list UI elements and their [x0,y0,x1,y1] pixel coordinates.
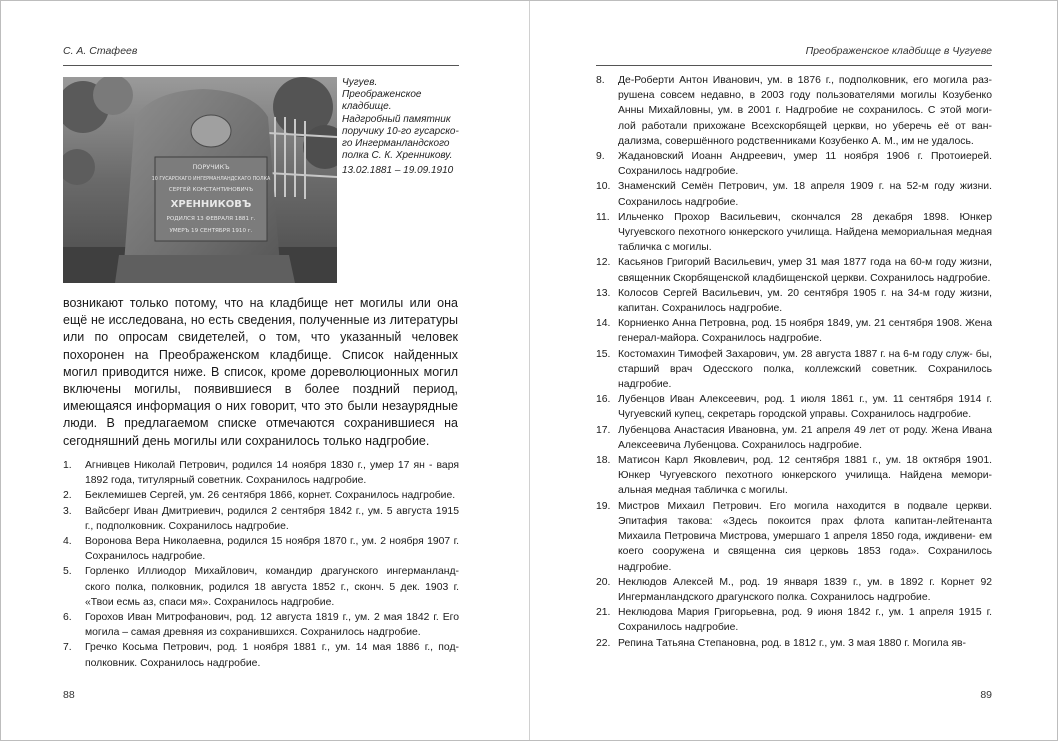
list-item-number: 21. [596,607,611,619]
list-item-text: Горохов Иван Митрофанович, род. 12 августа 1819 г., ум. 2 мая 1842 г. Его могила – самая древняя из сохранившихся. Сохранилось надгробие. [85,612,459,639]
list-item-text: Жадановский Иоанн Андреевич, умер 11 ноября 1906 г. Протоиерей. Сохранилось надгробие. [618,151,992,178]
caption-line: полка С. К. Хренникову. [342,150,453,162]
list-item-number: 13. [596,287,611,299]
plaque-line: ХРЕННИКОВЪ [170,199,252,210]
list-item-text: Колосов Сергей Васильевич, ум. 20 сентября 1905 г. на 34-м году жизни, капитан. Сохранилось надгробие. [618,287,992,315]
list-item [63,534,459,564]
body-paragraph: возникают только потому, что на кладбище нет могилы или она ещё не исследована, но есть сведения, полученные из литературы или по опросам свидетелей, о том, что указанный человек похоронен на Преображенском кладбище. Список найденных могил приводится ниже. В список, кроме дореволюционных могил включены могилы, появившиеся в более поздний период, имеющаяся информация о них говорит, что это были незаурядные люди. В предлагаемом списке отмечаются сохранившиеся на сегодняшний день могилы или сохранилось только надгробие. [63,296,458,448]
plaque-line: ПОРУЧИКЪ [192,163,230,171]
caption-line: Надгробный памятник [342,113,451,125]
list-item [596,255,992,285]
list-item-text: Беклемишев Сергей, ум. 26 сентября 1866, корнет. Сохранилось надгробие. [85,490,456,502]
list-item [596,149,992,179]
list-item-number: 5. [63,566,72,578]
list-item [596,575,992,605]
list-item-number: 2. [63,490,72,502]
list-item-number: 22. [596,637,611,649]
list-item-number: 17. [596,424,611,436]
grave-list-left [63,458,459,671]
caption-line: Чугуев. [342,77,378,88]
page-number-left: 88 [63,689,75,701]
caption-line: го Ингерманландского [342,138,450,150]
list-item-text: Корниенко Анна Петровна, род. 15 ноября 1849, ум. 21 сентября 1908. Жена генерал-майора. Сохранилось надгробие. [618,318,992,345]
list-item-text: Костомахин Тимофей Захарович, ум. 28 августа 1887 г. на 6-м году служ- бы, старший врач Одесского полка, коллежский советник. Сохранилось надгробие. [618,348,992,391]
list-item [63,610,459,640]
grave-list-right [596,73,992,651]
list-item-text: Де-Роберти Антон Иванович, ум. в 1876 г., подполковник, его могила раз- рушена совсем недавно, в 2003 году пользователями могилы Козубенко Анны Михайловны, ум. в 2001 г. Надгробие не сохранилось. С этой моги- лой работали прихожане Всехскорбящей церкви, но уберечь её от ван- дализма, совершённого родственниками Козубенко А. М., им не удалось. [618,75,992,147]
list-item [596,73,992,149]
list-item-text: Воронова Вера Николаевна, родился 15 ноября 1870 г., ум. 2 ноября 1907 г. Сохранилось надгробие. [85,536,459,563]
plaque-line: РОДИЛСЯ 13 ФЕВРАЛЯ 1881 г. [166,216,256,222]
photo-caption [342,77,467,178]
list-item-number: 3. [63,505,72,517]
list-item [596,499,992,575]
list-item-number: 15. [596,348,611,360]
plaque-line: УМЕРЪ 19 СЕНТЯБРЯ 1910 г. [169,228,253,234]
list-item-text: Неклюдова Мария Григорьевна, род. 9 июня 1842 г., ум. 1 апреля 1915 г. Сохранилось надгробие. [618,607,992,634]
list-item [63,458,459,488]
caption-line: кладбище. [342,101,392,113]
list-item [63,504,459,534]
list-item-text: Знаменский Семён Петрович, ум. 18 апреля 1909 г. на 52-м году жизни. Сохранилось надгробие. [618,181,992,208]
list-item-text: Мистров Михаил Петрович. Его могила находится в подвале церкви. Эпитафия такова: «Здесь покоится прах флота капитан-лейтенанта Михаила Петровича Мистрова, умершаго 1 апреля 1850 года, иждивени- ем коего сооружена и священна сия церковь 1853 года». Сохранилось надгробие. [618,500,992,573]
list-item-text: Агнивцев Николай Петрович, родился 14 ноября 1830 г., умер 17 ян - варя 1892 года, титулярный советник. Сохранилось надгробие. [85,460,459,487]
gravestone-photo [63,77,337,283]
list-item-number: 9. [596,151,605,163]
list-item [596,316,992,346]
list-item-text: Вайсберг Иван Дмитриевич, родился 2 сентября 1842 г., ум. 5 августа 1915 г., подполковник. Сохранилось надгробие. [85,505,459,532]
list-item-number: 8. [596,75,605,86]
list-item-number: 10. [596,181,611,193]
list-item-number: 1. [63,460,72,471]
list-item-text: Матисон Карл Яковлевич, род. 12 сентября 1881 г., ум. 18 октября 1901. Юнкер Чугуевского пехотного юнкерского училища. Найдена мемори- альная медная табличка с могилы. [618,455,992,497]
list-item [596,605,992,635]
right-page [530,1,1057,740]
plaque-line: 10 ГУСАРСКАГО ИНГЕРМАНЛАНДСКАГО ПОЛКА [151,177,271,182]
list-item-number: 14. [596,318,611,330]
list-item-text: Гречко Косьма Петрович, род. 1 ноября 1881 г., ум. 14 мая 1886 г., под- полковник. Сохранилось надгробие. [85,642,459,669]
list-item-text: Горленко Иллиодор Михайлович, командир драгунского ингерманланд- ского полка, полковник, родился 18 августа 1852 г., сконч. 5 дек. 1903 г. «Твои есмь аз, спаси мя». Сохранилось надгробие. [85,566,459,608]
list-item [596,347,992,393]
list-item-text: Касьянов Григорий Васильевич, умер 31 мая 1877 года на 60-м году жизни, священник Скорбященской кладбищенской церкви. Сохранилось надгробие. [618,257,992,284]
running-head-title: Преображенское кладбище в Чугуеве [596,45,992,66]
list-item-number: 12. [596,257,611,269]
list-item-text: Лубенцова Анастасия Ивановна, ум. 21 апреля 49 лет от роду. Жена Ивана Алексеевича Лубенцова. Сохранилось надгробие. [618,424,992,451]
list-item [63,488,459,503]
list-item-number: 11. [596,211,610,223]
list-item-text: Неклюдов Алексей М., род. 19 января 1839 г., ум. в 1892 г. Корнет 92 Ингерманландского драгунского полка. Сохранилось надгробие. [618,576,992,603]
list-item [596,179,992,209]
left-page [1,1,530,740]
list-item [596,453,992,499]
list-item [596,286,992,316]
list-item-text: Ильченко Прохор Васильевич, скончался 28 декабря 1898. Юнкер Чугуевского пехотного юнкерского училища. Найдена мемориальная медная табличка с могилы. [618,211,992,254]
list-item-number: 4. [63,536,72,548]
caption-line: Преображенское [342,89,422,101]
list-item [63,564,459,610]
list-item-number: 16. [596,394,611,406]
list-item-number: 6. [63,612,72,624]
list-item-text: Лубенцов Иван Алексеевич, род. 1 июля 1861 г., ум. 11 сентября 1914 г. Чугуевский купец, секретарь городской управы. Сохранилось надгробие. [618,394,992,421]
list-item-number: 18. [596,455,611,467]
list-item-number: 7. [63,642,72,654]
list-item [596,210,992,256]
list-item-text: Репина Татьяна Степановна, род. в 1812 г., ум. 3 мая 1880 г. Могила яв- [618,637,967,649]
list-item [596,392,992,422]
page-number-right: 89 [980,689,992,701]
running-head-author: С. А. Стафеев [63,45,459,66]
caption-line: 13.02.1881 – 19.09.1910 [342,165,454,177]
plaque-line: СЕРГЕЙ КОНСТАНТИНОВИЧЪ [168,187,254,193]
list-item [596,423,992,453]
list-item-number: 19. [596,500,611,512]
gravestone-photo-image [63,77,337,283]
list-item-number: 20. [596,576,611,588]
list-item [596,636,992,651]
caption-line: поручику 10-го гусарско- [342,125,459,137]
list-item [63,640,459,670]
